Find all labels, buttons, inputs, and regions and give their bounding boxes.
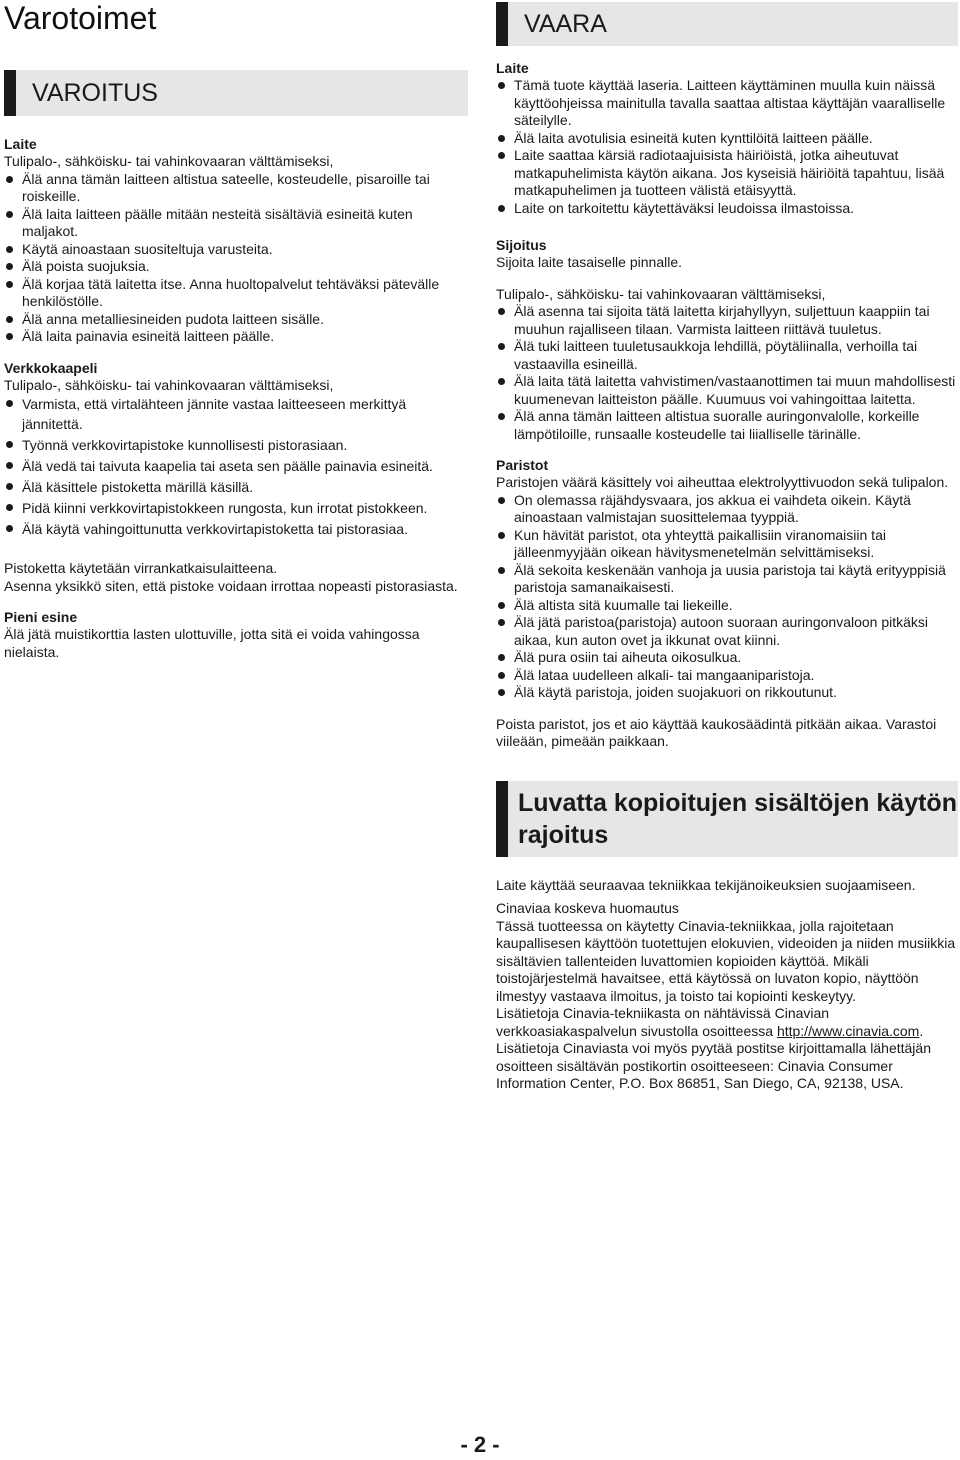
cinavia-info-tail: . Lisätietoja Cinaviasta voi myös pyytää postitse kirjoittamalla lähettäjän osoitteen sisältävän postikortin osoitteeseen: Cinavia Consumer Information Center, P.O. Box 86851, San Diego, CA, 92138, USA. [496, 1022, 931, 1091]
list-item: Tämä tuote käyttää laseria. Laitteen käyttäminen muulla kuin näissä käyttöohjeissa mainitulla tavalla saattaa altistaa käyttäjän vaaralliselle säteilylle. [496, 77, 958, 130]
danger-batteries-note: Poista paristot, jos et aio käyttää kaukosäädintä pitkään aikaa. Varastoi viileään, pimeään paikkaan. [496, 715, 937, 749]
list-item: On olemassa räjähdysvaara, jos akkua ei vaihdeta oikein. Käytä ainoastaan valmistajan suosittelemaa tyyppiä. [496, 492, 958, 527]
danger-placement-intro: Tulipalo-, sähköisku- tai vahinkovaaran välttämiseksi, [496, 285, 826, 302]
list-item: Älä jätä paristoa(paristoja) autoon suoraan auringonvaloon pitkäksi aikaa, kun auton ovet ja ikkunat ovat kiinni. [496, 614, 958, 649]
warning-cable-note2: Asenna yksikkö siten, että pistoke voidaan irrottaa nopeasti pistorasiasta. [4, 577, 458, 594]
list-item: Kun hävität paristot, ota yhteyttä paikallisiin viranomaisiin tai jälleenmyyjään oikean hävitysmenetelmän selvittämiseksi. [496, 527, 958, 562]
list-item: Älä anna metalliesineiden pudota laitteen sisälle. [4, 311, 468, 329]
danger-placement-title: Sijoitus [496, 237, 547, 253]
list-item: Älä poista suojuksia. [4, 258, 468, 276]
warning-cable-title: Verkkokaapeli [4, 359, 98, 376]
list-item: Älä pura osiin tai aiheuta oikosulkua. [496, 649, 958, 667]
list-item: Älä käsittele pistoketta märillä käsillä. [4, 477, 468, 497]
warning-cable-intro: Tulipalo-, sähköisku- tai vahinkovaaran välttämiseksi, [4, 376, 334, 393]
cinavia-title: Cinaviaa koskeva huomautus [496, 900, 679, 916]
cinavia-info [496, 1005, 958, 1093]
list-item: Pidä kiinni verkkovirtapistokkeen rungosta, kun irrotat pistokkeen. [4, 498, 468, 518]
list-item: Laite on tarkoitettu käytettäväksi leudoissa ilmastoissa. [496, 200, 958, 218]
page-number: - 2 - [460, 1432, 500, 1457]
danger-placement-text: Sijoita laite tasaiselle pinnalle. [496, 254, 682, 270]
list-item: Älä käytä vahingoittunutta verkkovirtapistoketta tai pistorasiaa. [4, 519, 468, 539]
copy-intro: Laite käyttää seuraavaa tekniikkaa tekijänoikeuksien suojaamiseen. [496, 876, 916, 893]
list-item: Älä anna tämän laitteen altistua suoralle auringonvalolle, korkeille lämpötiloille, runsaalle kosteudelle tai liialliselle tärinälle. [496, 408, 958, 443]
warning-device-intro: Tulipalo-, sähköisku- tai vahinkovaaran välttämiseksi, [4, 153, 334, 169]
list-item: Älä laita tätä laitetta vahvistimen/vastaanottimen tai muun mahdollisesti kuumenevan laitteiston päälle. Kuumuus voi vahingoittaa laitetta. [496, 373, 958, 408]
danger-batteries-list [496, 492, 958, 702]
warning-small-text: Älä jätä muistikorttia lasten ulottuville, jotta sitä ei voida vahingossa nielaista. [4, 626, 420, 660]
danger-batteries-intro: Paristojen väärä käsittely voi aiheuttaa elektrolyyttivuodon sekä tulipalon. [496, 474, 949, 490]
list-item: Älä anna tämän laitteen altistua sateelle, kosteudelle, pisaroille tai roiskeille. [4, 171, 468, 206]
list-item: Älä laita painavia esineitä laitteen päälle. [4, 328, 468, 346]
list-item: Käytä ainoastaan suositeltuja varusteita. [4, 241, 468, 259]
list-item: Älä asenna tai sijoita tätä laitetta kirjahyllyyn, suljettuun kaappiin tai muuhun rajalliseen tilaan. Varmista laitteen riittävä tuuletus. [496, 303, 958, 338]
right-column [496, 0, 958, 1093]
list-item: Älä laita avotulisia esineitä kuten kynttilöitä laitteen päälle. [496, 130, 958, 148]
list-item: Laite saattaa kärsiä radiotaajuisista häiriöistä, jotka aiheutuvat matkapuhelimista käytön aikana. Jos kyseisiä häiriöitä tapahtuu, lisää matkapuhelimen ja tuotteen välistä etäisyyttä. [496, 147, 958, 200]
danger-batteries-title: Paristot [496, 457, 549, 473]
list-item: Älä laita laitteen päälle mitään nesteitä sisältäviä esineitä kuten maljakot. [4, 206, 468, 241]
cinavia-info-text: Lisätietoja Cinavia-tekniikasta on nähtävissä Cinavian verkkoasiakaspalvelun sivustolla osoitteessa [496, 1005, 830, 1039]
list-item: Älä korjaa tätä laitetta itse. Anna huoltopalvelut tehtäväksi pätevälle henkilöstölle. [4, 276, 468, 311]
list-item: Älä lataa uudelleen alkali- tai mangaaniparistoja. [496, 667, 958, 685]
warning-cable-list [4, 394, 468, 539]
list-item: Älä altista sitä kuumalle tai liekeille. [496, 597, 958, 615]
warning-small-title: Pieni esine [4, 609, 78, 625]
cinavia-link[interactable]: http://www.cinavia.com [776, 1022, 920, 1039]
list-item: Älä vedä tai taivuta kaapelia tai aseta sen päälle painavia esineitä. [4, 456, 468, 476]
danger-device-list [496, 77, 958, 217]
page-title: Varotoimet [4, 0, 157, 36]
warning-device-title: Laite [4, 136, 37, 152]
danger-device-title: Laite [496, 60, 529, 76]
warning-heading: VAROITUS [4, 70, 468, 116]
copy-heading: Luvatta kopioitujen sisältöjen käytön rajoitus [496, 781, 958, 857]
warning-device-list [4, 171, 468, 346]
danger-heading: VAARA [496, 2, 958, 46]
danger-placement-list [496, 303, 958, 443]
warning-cable-note1: Pistoketta käytetään virrankatkaisulaitteena. [4, 560, 278, 576]
list-item: Työnnä verkkovirtapistoke kunnollisesti pistorasiaan. [4, 435, 468, 455]
list-item: Älä sekoita keskenään vanhoja ja uusia paristoja tai käytä erityyppisiä paristoja samanaikaisesti. [496, 562, 958, 597]
list-item: Älä tuki laitteen tuuletusaukkoja lehdillä, pöytäliinalla, verhoilla tai vastaavilla esineillä. [496, 338, 958, 373]
list-item: Älä käytä paristoja, joiden suojakuori on rikkoutunut. [496, 684, 958, 702]
list-item: Varmista, että virtalähteen jännite vastaa laitteeseen merkittyä jännitettä. [4, 394, 468, 434]
left-column [4, 0, 468, 661]
cinavia-text: Tässä tuotteessa on käytetty Cinavia-tekniikkaa, jolla rajoitetaan kaupallisesen käyttöön tuotettujen elokuvien, videoiden ja niiden musiikkia sisältävien tallenteiden luvattomien kopioiden käyttöä. Mikäli toistojärjestelmä havaitsee, että käytössä on luvaton kopio, näyttöön ilmestyy vastaava ilmoitus, ja toisto tai kopiointi keskeytyy. [496, 917, 956, 1004]
